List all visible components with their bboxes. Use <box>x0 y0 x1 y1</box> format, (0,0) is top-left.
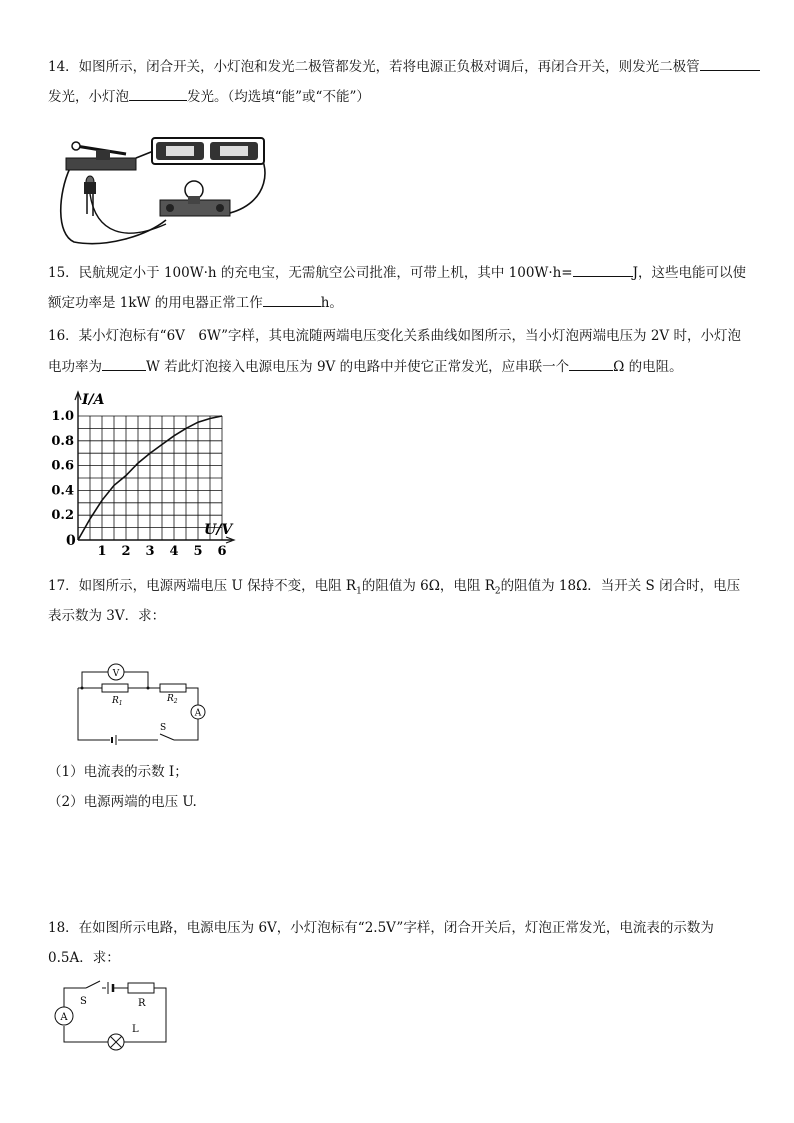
q16-line2 <box>48 356 683 377</box>
y-tick-label: 0.2 <box>51 508 74 524</box>
chart-xlabel: U/V <box>204 522 233 538</box>
x-tick-label: 2 <box>121 544 131 556</box>
iu-chart <box>48 386 238 556</box>
switch-label: S <box>160 723 167 733</box>
r1-label: $R_1$ <box>112 696 123 707</box>
x-tick-label: 6 <box>217 544 227 556</box>
q17-text1b: 的阻值为 6Ω，电阻 R <box>361 578 495 594</box>
q15-line2 <box>48 292 343 313</box>
q16-blank-resistance[interactable] <box>569 356 613 371</box>
x-tick-label: 5 <box>193 544 203 556</box>
q18-circuit-diagram <box>46 976 172 1056</box>
q17-line2 <box>48 606 165 626</box>
q18-switch-label: S <box>80 996 87 1007</box>
q17-sub1: 1 <box>356 586 362 597</box>
q17-circuit-diagram <box>74 654 214 746</box>
q18-ammeter-label: A <box>60 1012 68 1023</box>
q15-text2b: h。 <box>320 295 343 311</box>
q16-text1: 16．某小灯泡标有“6V 6W”字样，其电流随两端电压变化关系曲线如图所示，当小灯泡两端电压为 2V 时，小灯泡 <box>48 328 741 344</box>
q17-text2: 表示数为 3V．求： <box>48 608 166 624</box>
q17-line1 <box>48 576 740 602</box>
q15-text1a: 15．民航规定小于 100W·h 的充电宝，无需航空公司批准，可带上机，其中 100W·h= <box>48 265 573 281</box>
q18-text1: 18．在如图所示电路，电源电压为 6V，小灯泡标有“2.5V”字样，闭合开关后，灯泡正常发光，电流表的示数为 <box>48 920 714 936</box>
r2-label: $R_2$ <box>167 694 178 705</box>
q15-line1 <box>48 262 746 283</box>
q18-line2 <box>48 948 120 968</box>
q14-line1 <box>48 56 760 77</box>
q16-text2c: Ω 的电阻。 <box>613 359 683 375</box>
chart-grid <box>78 416 222 540</box>
q17-part2-text: （2）电源两端的电压 U. <box>48 794 197 810</box>
q15-blank-hours[interactable] <box>263 292 321 307</box>
y-tick-label: 1.0 <box>51 409 74 424</box>
y-tick-label: 0.6 <box>51 458 74 474</box>
x-tick-label: 1 <box>97 544 107 556</box>
q17-part1 <box>48 762 188 782</box>
y-tick-label: 0.8 <box>51 433 74 449</box>
ammeter-label: A <box>194 708 202 719</box>
q14-blank-diode[interactable] <box>700 56 760 71</box>
chart-ylabel: I/A <box>82 392 105 408</box>
q14-line2 <box>48 86 370 107</box>
q17-text1c: 的阻值为 18Ω．当开关 S 闭合时，电压 <box>500 578 741 594</box>
q15-text1b: J，这些电能可以使 <box>632 265 747 281</box>
q18-resistor-label: R <box>138 998 146 1009</box>
q16-line1 <box>48 326 741 346</box>
x-tick-label: 4 <box>169 544 179 556</box>
q16-text2a: 电功率为 <box>48 359 102 375</box>
q14-text2b: 发光。（均选填“能”或“不能”） <box>187 89 370 105</box>
y-tick-label: 0.4 <box>51 483 74 499</box>
q14-blank-bulb[interactable] <box>129 86 187 101</box>
q17-text1a: 17．如图所示，电源两端电压 U 保持不变，电阻 R <box>48 578 357 594</box>
q18-line1 <box>48 918 714 938</box>
x-tick-label: 3 <box>145 544 155 556</box>
q18-text2: 0.5A．求： <box>48 950 120 966</box>
q16-blank-power[interactable] <box>102 356 146 371</box>
q18-lamp-label: L <box>132 1024 139 1035</box>
q14-text1: 14．如图所示，闭合开关，小灯泡和发光二极管都发光，若将电源正负极对调后，再闭合开关，则发光二极管 <box>48 59 700 75</box>
chart-origin-label: 0 <box>66 533 76 549</box>
q17-part1-text: （1）电流表的示数 I； <box>48 764 188 780</box>
q16-text2b: W 若此灯泡接入电源电压为 9V 的电路中并使它正常发光，应串联一个 <box>146 359 570 375</box>
q14-circuit-photo <box>56 124 276 248</box>
q15-text2a: 额定功率是 1kW 的用电器正常工作 <box>48 295 263 311</box>
voltmeter-label: V <box>112 669 120 679</box>
q14-text2a: 发光，小灯泡 <box>48 89 129 105</box>
q15-blank-joules[interactable] <box>573 262 633 277</box>
q17-sub2: 2 <box>494 586 501 597</box>
q17-part2 <box>48 792 197 812</box>
